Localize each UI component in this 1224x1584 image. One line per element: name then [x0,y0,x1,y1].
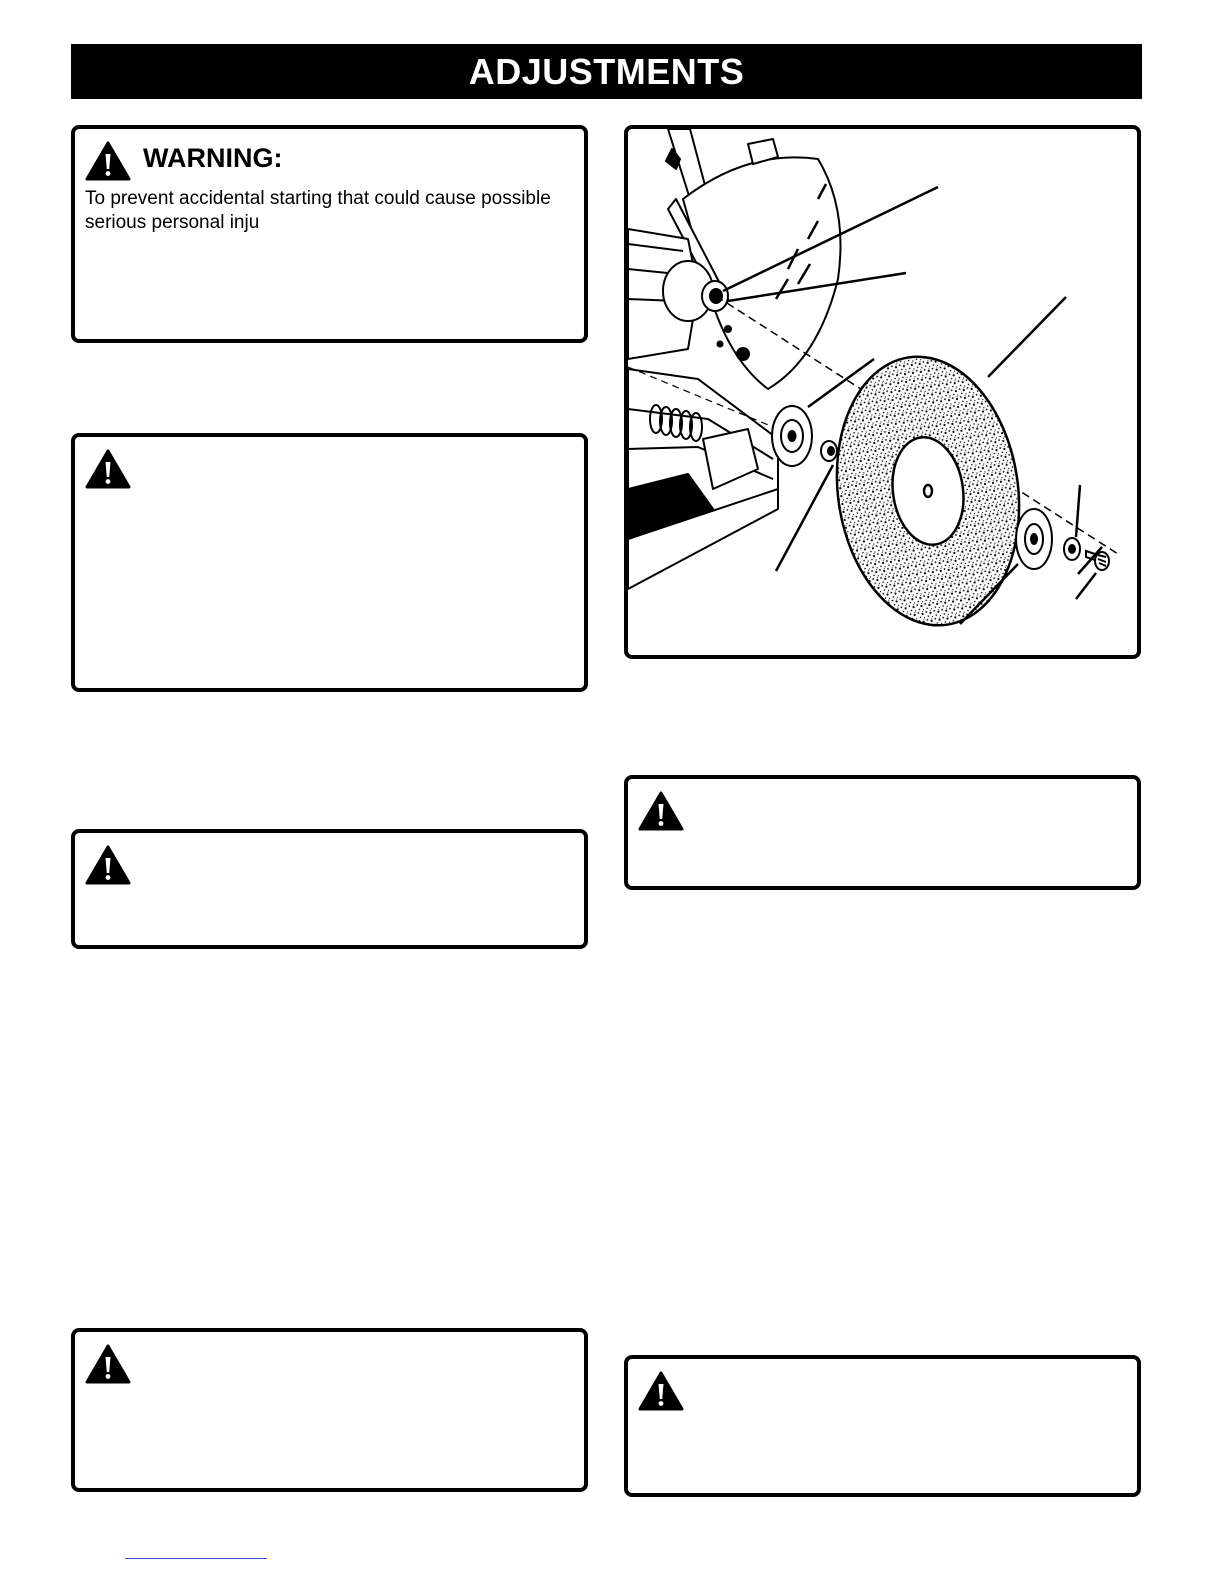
warning-triangle-icon [85,449,131,489]
warning-box-2 [71,433,588,692]
warning-box-3 [71,829,588,949]
warning-triangle-icon [85,845,131,885]
warning-triangle-icon [85,1344,131,1384]
warning-title: WARNING: [143,143,283,173]
warning-triangle-icon [638,791,684,831]
warning-box-6 [624,1355,1141,1497]
page-header [71,44,1142,99]
warning-triangle-icon [85,141,131,181]
bushing [821,441,837,461]
outer-flange [1016,509,1052,569]
warning-text: To prevent accidental starting that could cause possible serious personal inju [85,188,551,233]
abrasive-wheel [820,345,1036,637]
wheel-assembly-figure [624,125,1141,659]
washer [1064,538,1080,560]
warning-box-5 [624,775,1141,890]
inner-flange [772,406,812,466]
saw-body [628,129,841,589]
warning-triangle-icon [638,1371,684,1411]
page-title: ADJUSTMENTS [468,51,745,92]
warning-box-4 [71,1328,588,1492]
wheel-assembly-illustration [628,129,1137,655]
footer-link-underline [125,1558,267,1559]
warning-box-1 [71,125,588,343]
